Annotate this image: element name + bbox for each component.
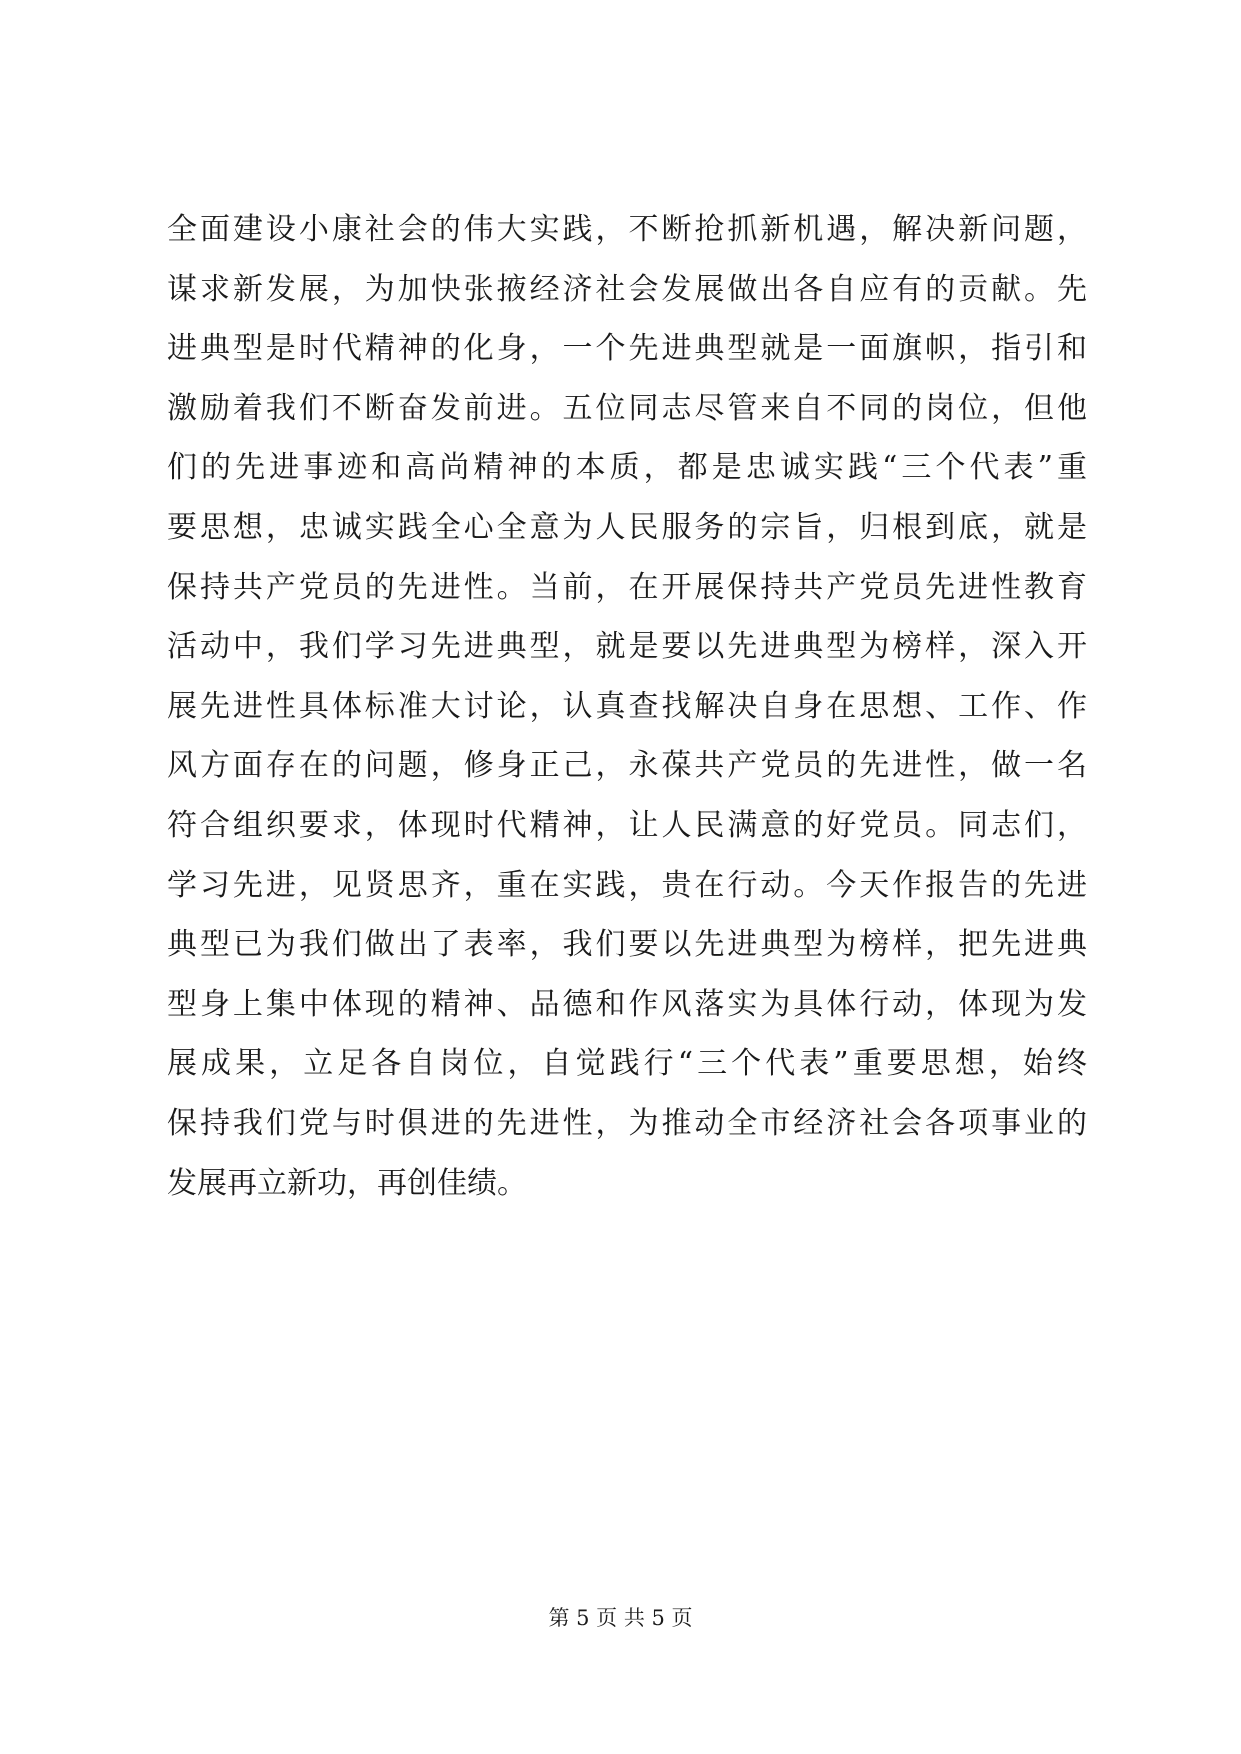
body-paragraph: [167, 200, 1087, 1213]
text-line: 进典型是时代精神的化身，一个先进典型就是一面旗帜，指引和: [167, 331, 1087, 367]
text-line: 保持我们党与时俱进的先进性，为推动全市经济社会各项事业的: [167, 1105, 1087, 1141]
text-line: 风方面存在的问题，修身正己，永葆共产党员的先进性，做一名: [167, 748, 1087, 784]
text-line: 保持共产党员的先进性。当前，在开展保持共产党员先进性教育: [167, 569, 1087, 605]
page-number-footer: 第 5 页 共 5 页: [548, 1606, 693, 1630]
text-line: 展成果，立足各自岗位，自觉践行“三个代表”重要思想，始终: [167, 1046, 1087, 1082]
text-line: 活动中，我们学习先进典型，就是要以先进典型为榜样，深入开: [167, 629, 1087, 665]
text-line: 学习先进，见贤思齐，重在实践，贵在行动。今天作报告的先进: [167, 867, 1087, 903]
text-line: 要思想，忠诚实践全心全意为人民服务的宗旨，归根到底，就是: [167, 509, 1087, 545]
text-line: 发展再立新功，再创佳绩。: [167, 1165, 527, 1201]
text-line: 符合组织要求，体现时代精神，让人民满意的好党员。同志们，: [167, 807, 1087, 843]
text-line: 激励着我们不断奋发前进。五位同志尽管来自不同的岗位，但他: [167, 390, 1087, 426]
text-line: 典型已为我们做出了表率，我们要以先进典型为榜样，把先进典: [167, 927, 1087, 963]
text-line: 型身上集中体现的精神、品德和作风落实为具体行动，体现为发: [167, 986, 1087, 1022]
text-line: 展先进性具体标准大讨论，认真查找解决自身在思想、工作、作: [167, 688, 1087, 724]
text-line: 谋求新发展，为加快张掖经济社会发展做出各自应有的贡献。先: [167, 271, 1087, 307]
text-line: 全面建设小康社会的伟大实践，不断抢抓新机遇，解决新问题，: [167, 212, 1087, 247]
text-line: 们的先进事迹和高尚精神的本质，都是忠诚实践“三个代表”重: [167, 450, 1087, 486]
